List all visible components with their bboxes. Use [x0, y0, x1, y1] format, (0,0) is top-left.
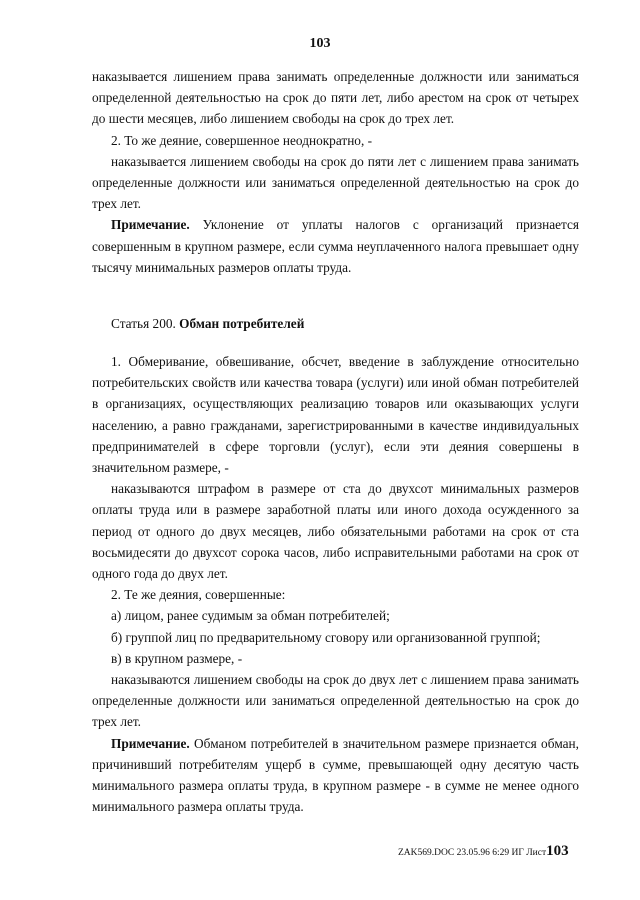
page-footer [398, 843, 569, 860]
page-number: 103 [309, 36, 331, 51]
paragraph: наказываются штрафом в размере от ста до двухсот минимальных размеров оплаты труда или в размере заработной платы или иного дохода осужденного за период от одного до двух месяцев, либо обязательными работами на срок от ста восьмидесяти до двухсот сорока часов, либо исправительными работами на срок от одного года до двух лет. [92, 481, 579, 582]
top-section [92, 66, 579, 278]
paragraph: наказывается лишением свободы на срок до пяти лет с лишением права занимать определенные должности или заниматься определенной деятельностью на срок до трех лет. [92, 153, 579, 212]
note-label: Примечание. [111, 217, 190, 233]
footer-sheet-number: 103 [546, 843, 569, 859]
footer-time: 6:29 [492, 848, 510, 858]
list-item: б) группой лиц по предварительному сговору или организованной группой; [111, 629, 541, 645]
footer-initials: ИГ [511, 848, 524, 858]
note-label: Примечание. [111, 735, 190, 751]
paragraph: 2. Те же деяния, совершенные: [111, 587, 286, 603]
list-item: а) лицом, ранее судимым за обман потребителей; [111, 608, 390, 624]
note-text: Обманом потребителей в значительном размере признается обман, причинивший потребителям ущерб в сумме, превышающей одну десятую часть минимального размера оплаты труда, в крупном размере - в сумме не менее одного минимального размера оплаты труда. [92, 735, 579, 815]
note-paragraph [92, 214, 579, 278]
article-number: Статья 200. [111, 316, 180, 331]
paragraph: наказывается лишением права занимать определенные должности или заниматься определенной деятельностью на срок до пяти лет, либо арестом на срок от четырех до шести месяцев, либо лишением свободы на срок до трех лет. [92, 69, 579, 127]
paragraph: 1. Обмеривание, обвешивание, обсчет, введение в заблуждение относительно потребительских свойств или качества товара (услуги) или иной обман потребителей в организациях, осуществляющих реализацию товаров или оказывающих услуги населению, а равно гражданами, зарегистрированными в качестве индивидуальных предпринимателей в сфере торговли (услуг), если эти деяния совершены в значительном размере, - [92, 354, 579, 476]
article-heading [111, 316, 304, 332]
article-body [92, 351, 579, 817]
footer-sheet-label: Лист [526, 848, 547, 858]
footer-date: 23.05.96 [456, 848, 490, 858]
list-item: в) в крупном размере, - [111, 650, 243, 666]
paragraph: 2. То же деяние, совершенное неоднократно, - [111, 132, 373, 148]
article-title: Обман потребителей [179, 316, 305, 331]
paragraph: наказываются лишением свободы на срок до двух лет с лишением права занимать определенные должности или заниматься определенной деятельностью на срок до трех лет. [92, 672, 579, 730]
note-text: Уклонение от уплаты налогов с организаций признается совершенным в крупном размере, если сумма неуплаченного налога превышает одну тысячу минимальных размеров оплаты труда. [92, 217, 579, 275]
note-paragraph [92, 733, 579, 818]
footer-file: ZAK569.DOC [398, 848, 455, 858]
